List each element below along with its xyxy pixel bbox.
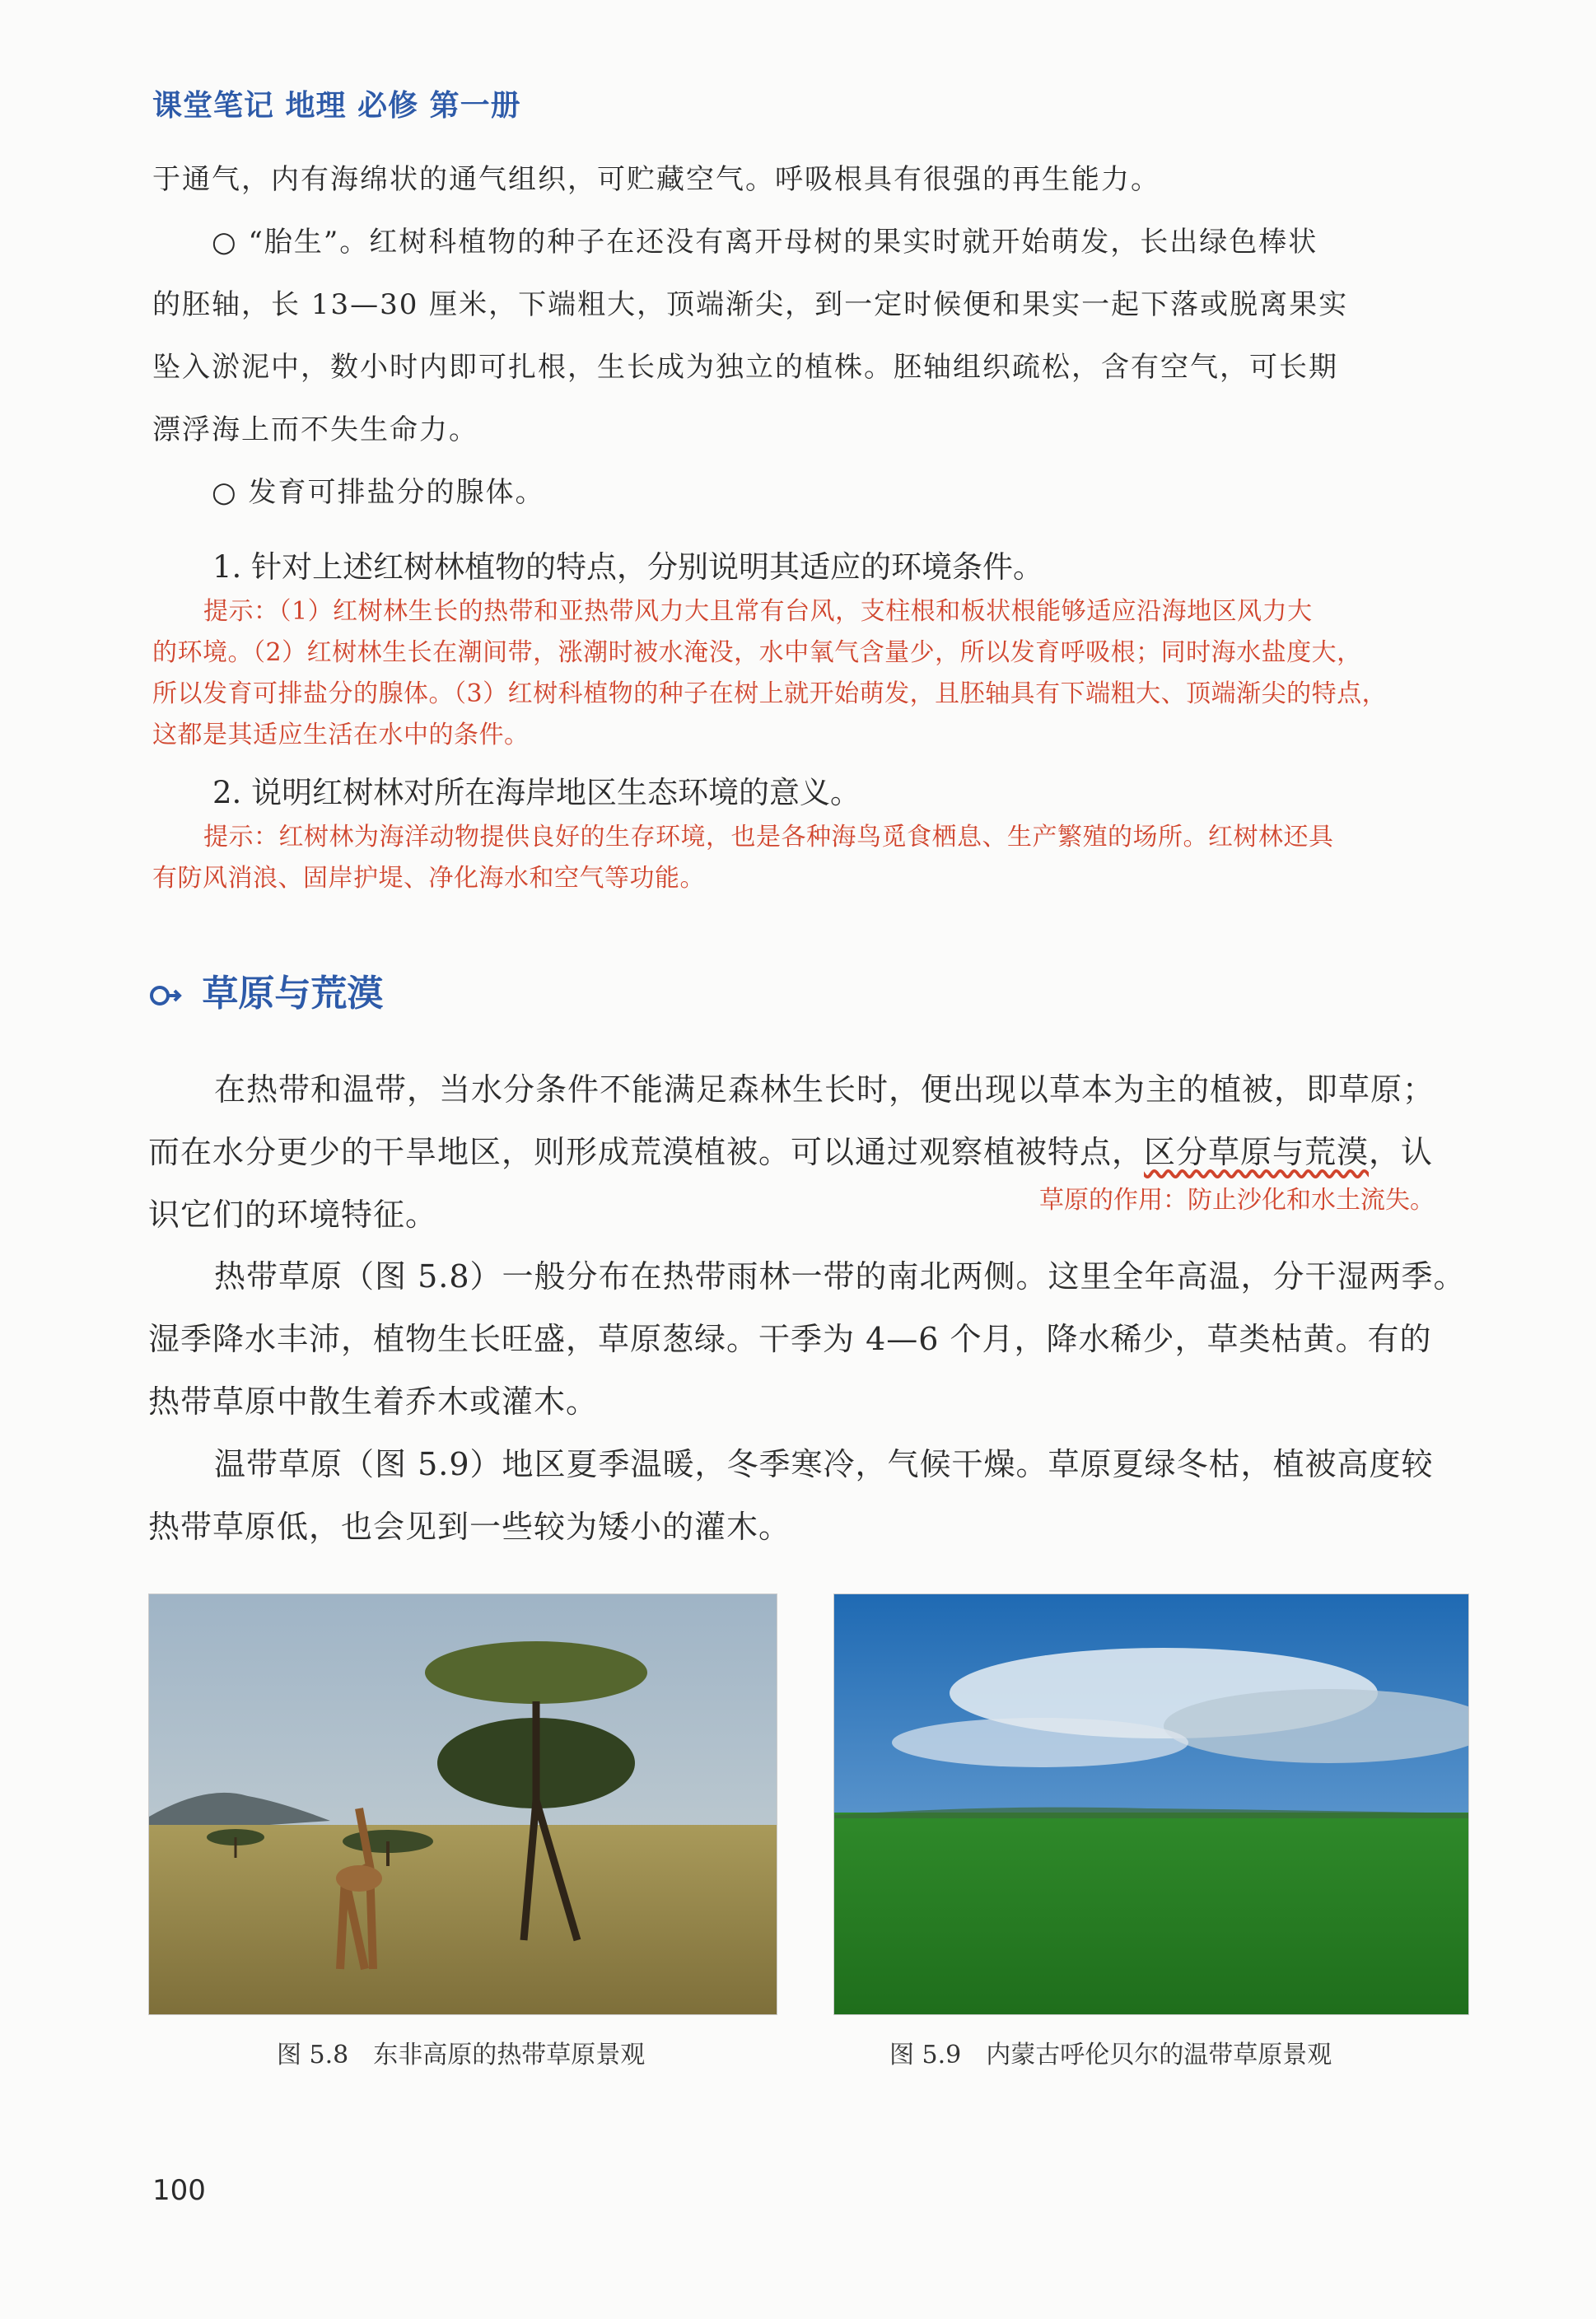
figure-5-8-caption: 图 5.8 东非高原的热带草原景观 [277,2041,646,2069]
para-line: 热带草原（图 5.8）一般分布在热带雨林一带的南北两侧。这里全年高温，分干湿两季。 [214,1258,1466,1295]
margin-note: 草原的作用：防止沙化和水土流失。 [1039,1186,1435,1215]
paragraph-2 [148,1245,1482,1433]
intro-line: ○ 发育可排盐分的腺体。 [212,476,545,509]
para-line: 温带草原（图 5.9）地区夏季温暖，冬季寒冷，气候干燥。草原夏绿冬枯，植被高度较 [214,1446,1434,1482]
hint-line: 的环境。（2）红树林生长在潮间带，涨潮时被水淹没，水中氧气含量少，所以发育呼吸根；同时海水盐度大， [152,638,1362,667]
para-text: 而在水分更少的干旱地区，则形成荒漠植被。可以通过观察植被特点， [148,1134,1145,1170]
intro-line: 的胚轴，长 13—30 厘米，下端粗大，顶端渐尖，到一定时候便和果实一起下落或脱离果实 [152,288,1349,321]
question-1: 1. 针对上述红树林植物的特点，分别说明其适应的环境条件。 [212,549,1044,585]
savanna-photo [149,1594,777,2014]
grassland-photo [834,1594,1468,2014]
paragraph-3 [148,1433,1482,1558]
para-line: 识它们的环境特征。 [148,1197,438,1233]
hint-line: 有防风消浪、固岸护堤、净化海水和空气等功能。 [152,864,705,893]
para-line: 热带草原低，也会见到一些较为矮小的灌木。 [148,1509,791,1545]
section-title: 草原与荒漠 [202,973,384,1015]
hint-line: 这都是其适应生活在水中的条件。 [152,721,530,749]
hint-line: 提示：（1）红树林生长的热带和亚热带风力大且常有台风，支柱根和板状根能够适应沿海地区风力大 [203,597,1313,626]
question-2: 2. 说明红树林对所在海岸地区生态环境的意义。 [212,775,861,810]
paragraph-1 [148,1058,1482,1246]
intro-text [152,148,1470,524]
book-header: 课堂笔记 地理 必修 第一册 [152,89,521,123]
question-1-hint [152,591,1470,756]
para-line: 热带草原中散生着乔木或灌木。 [148,1383,599,1420]
question-2-hint [152,817,1470,899]
section-heading [148,964,383,1016]
highlighted-phrase: 区分草原与荒漠 [1144,1134,1370,1170]
section-marker-icon [148,983,186,1008]
para-text: ，认 [1369,1134,1434,1170]
para-line [148,1121,1482,1183]
intro-line: ○ “胎生”。红树科植物的种子在还没有离开母树的果实时就开始萌发，长出绿色棒状 [212,226,1318,259]
figure-5-9-caption: 图 5.9 内蒙古呼伦贝尔的温带草原景观 [889,2041,1332,2069]
hint-line: 提示：红树林为海洋动物提供良好的生存环境，也是各种海鸟觅食栖息、生产繁殖的场所。红树林还具 [203,823,1334,852]
para-line: 在热带和温带，当水分条件不能满足森林生长时，便出现以草本为主的植被，即草原； [214,1071,1435,1108]
intro-line: 坠入淤泥中，数小时内即可扎根，生长成为独立的植株。胚轴组织疏松，含有空气，可长期 [152,351,1338,384]
page-number: 100 [152,2174,206,2207]
figure-5-9-image [833,1593,1469,2015]
para-line: 湿季降水丰沛，植物生长旺盛，草原葱绿。干季为 4—6 个月，降水稀少，草类枯黄。有的 [148,1321,1432,1357]
intro-line: 漂浮海上而不失生命力。 [152,413,478,446]
hint-line: 所以发育可排盐分的腺体。（3）红树科植物的种子在树上就开始萌发，且胚轴具有下端粗大、顶端渐尖的特点， [152,679,1388,708]
figure-5-8-image [148,1593,777,2015]
intro-line: 于通气，内有海绵状的通气组织，可贮藏空气。呼吸根具有很强的再生能力。 [152,163,1160,196]
